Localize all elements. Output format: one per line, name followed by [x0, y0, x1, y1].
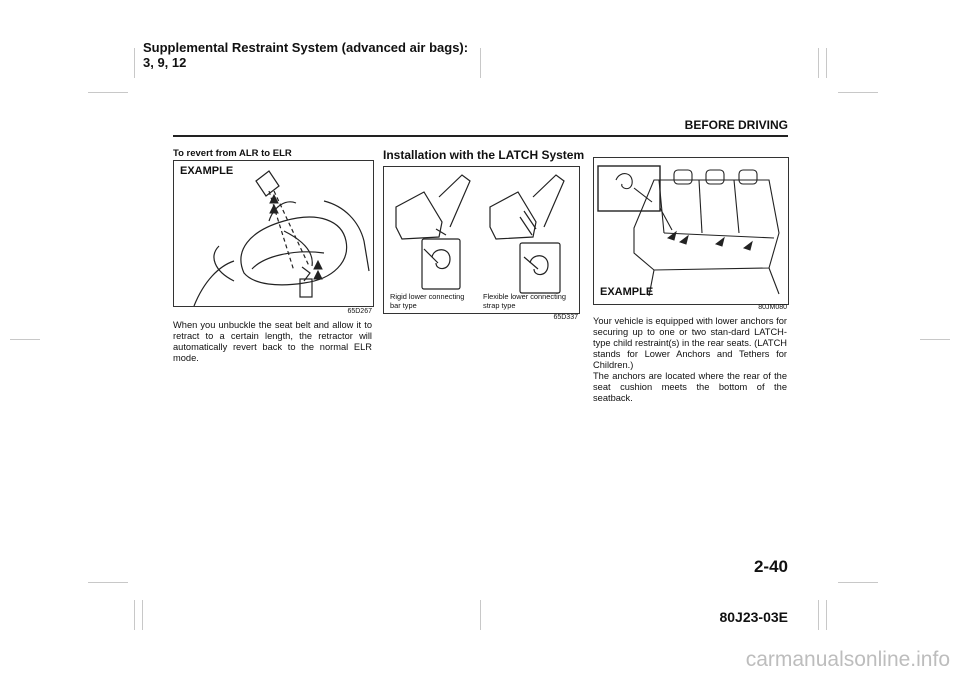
- rear-seat-figure: [593, 157, 789, 305]
- latch-heading: Installation with the LATCH System: [383, 148, 585, 162]
- chapter-title: [143, 40, 468, 70]
- latch-body-2: The anchors are located where the rear of the seat cushion meets the bottom of the seatback.: [593, 371, 787, 403]
- seatbelt-figure: [173, 160, 374, 307]
- section-title: BEFORE DRIVING: [684, 118, 788, 132]
- document-code: 80J23-03E: [719, 609, 788, 625]
- chapter-title-line1: Supplemental Restraint System (advanced air bags):: [143, 40, 469, 55]
- header-rule: [173, 135, 788, 137]
- watermark: carmanualsonline.info: [745, 648, 950, 671]
- alr-elr-body: When you unbuckle the seat belt and allow it to retract to a certain length, the retractor will automatically revert back to the normal ELR mode.: [173, 320, 372, 363]
- latch-body-1: Your vehicle is equipped with lower anchors for securing up to one or two stan-dard LATCH-type child restraint(s) in the rear seats. (LATCH stands for Lower Anchors and Tethers for Children.): [593, 316, 787, 370]
- rigid-bar-caption-line1: Rigid lower connecting: [390, 292, 465, 301]
- figure-code: 65D267: [347, 308, 372, 315]
- alr-elr-heading: To revert from ALR to ELR: [173, 148, 292, 159]
- figure-label: EXAMPLE: [600, 286, 654, 298]
- rigid-bar-caption-line2: bar type: [390, 300, 417, 310]
- rear-seat-anchor-illustration: [594, 158, 788, 304]
- flexible-strap-caption-line2: strap type: [483, 300, 516, 310]
- figure-label: EXAMPLE: [180, 165, 234, 177]
- chapter-title-line2: 3, 9, 12: [143, 55, 187, 70]
- figure-code: 65D337: [553, 314, 578, 321]
- page-number: 2-40: [753, 557, 788, 576]
- flexible-strap-caption-line1: Flexible lower connecting: [483, 292, 566, 301]
- rigid-bar-caption: [390, 293, 482, 310]
- flexible-strap-caption: [483, 293, 577, 310]
- figure-code: 80JM080: [758, 304, 787, 311]
- child-seat-belt-illustration: [174, 161, 373, 306]
- latch-figure: [383, 166, 580, 314]
